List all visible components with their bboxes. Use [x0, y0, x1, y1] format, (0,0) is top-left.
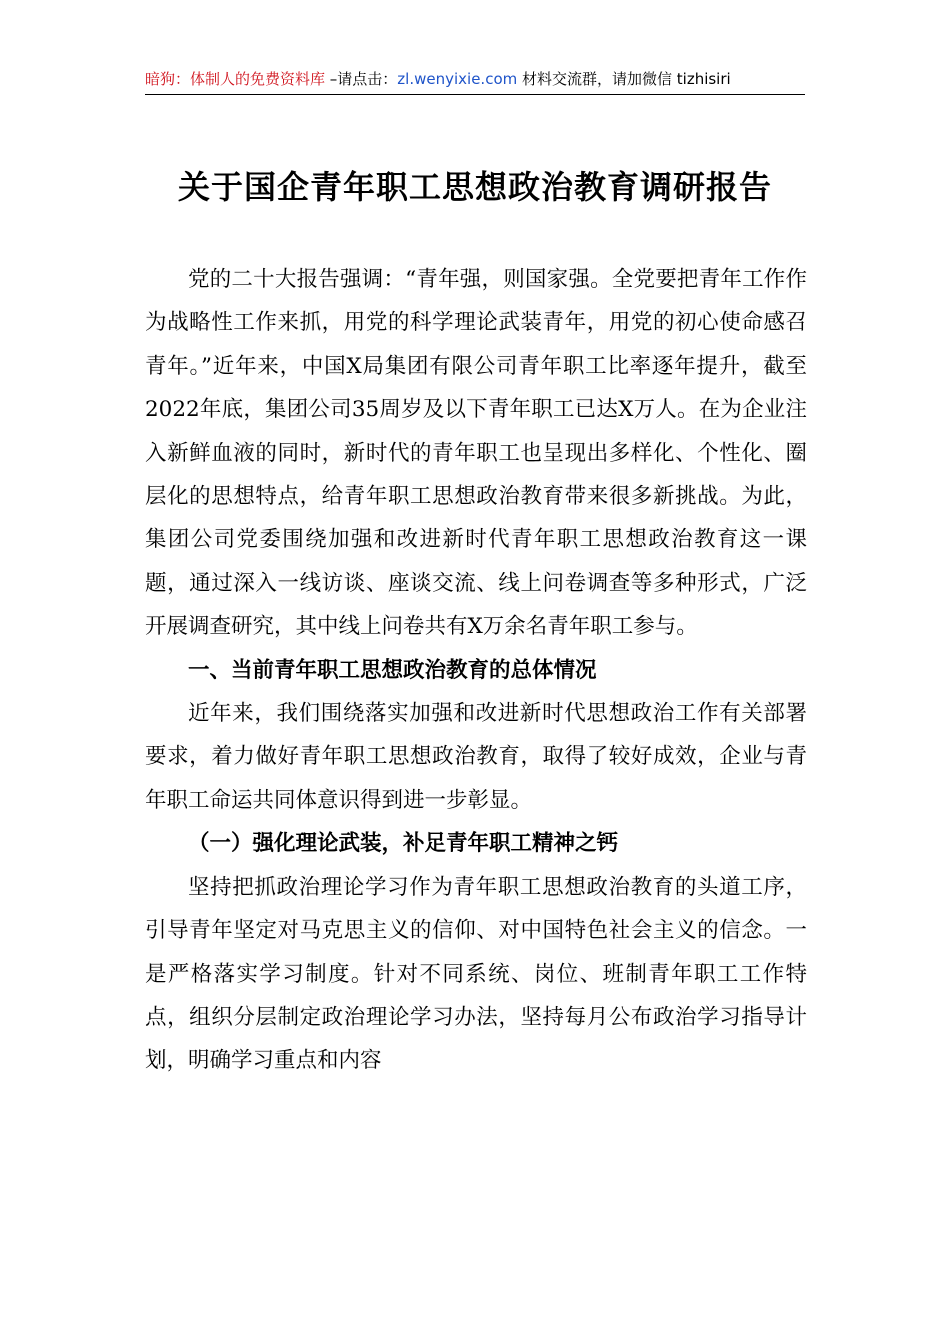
header-wechat-text: 材料交流群，请加微信 tizhisiri — [517, 70, 731, 88]
header-brand: 暗狗：体制人的免费资料库 — [145, 70, 326, 88]
subsection-paragraph: 坚持把抓政治理论学习作为青年职工思想政治教育的头道工序，引导青年坚定对马克思主义的信仰、对中国特色社会主义的信念。一是严格落实学习制度。针对不同系统、岗位、班制青年职工工作特点，组织分层制定政治理论学习办法，坚持每月公布政治学习指导计划，明确学习重点和内容 — [145, 874, 807, 1074]
document-title: 关于国企青年职工思想政治教育调研报告 — [177, 168, 772, 206]
document-body — [145, 258, 807, 1083]
subsection-heading: （一）强化理论武装，补足青年职工精神之钙 — [188, 831, 619, 857]
page-header — [145, 68, 805, 95]
header-url-link[interactable]: zl.wenyixie.com — [397, 70, 518, 88]
intro-paragraph: 党的二十大报告强调：“青年强，则国家强。全党要把青年工作作为战略性工作来抓，用党的科学理论武装青年，用党的初心使命感召青年。”近年来，中国X局集团有限公司青年职工比率逐年提升，截至2022年底，集团公司35周岁及以下青年职工已达X万人。在为企业注入新鲜血液的同时，新时代的青年职工也呈现出多样化、个性化、圈层化的思想特点，给青年职工思想政治教育带来很多新挑战。为此，集团公司党委围绕加强和改进新时代青年职工思想政治教育这一课题，通过深入一线访谈、座谈交流、线上问卷调查等多种形式，广泛开展调查研究，其中线上问卷共有X万余名青年职工参与。 — [145, 267, 807, 640]
section-paragraph: 近年来，我们围绕落实加强和改进新时代思想政治工作有关部署要求，着力做好青年职工思想政治教育，取得了较好成效，企业与青年职工命运共同体意识得到进一步彰显。 — [145, 701, 807, 813]
section-heading: 一、当前青年职工思想政治教育的总体情况 — [188, 657, 597, 683]
header-click-label: –请点击： — [325, 70, 398, 88]
